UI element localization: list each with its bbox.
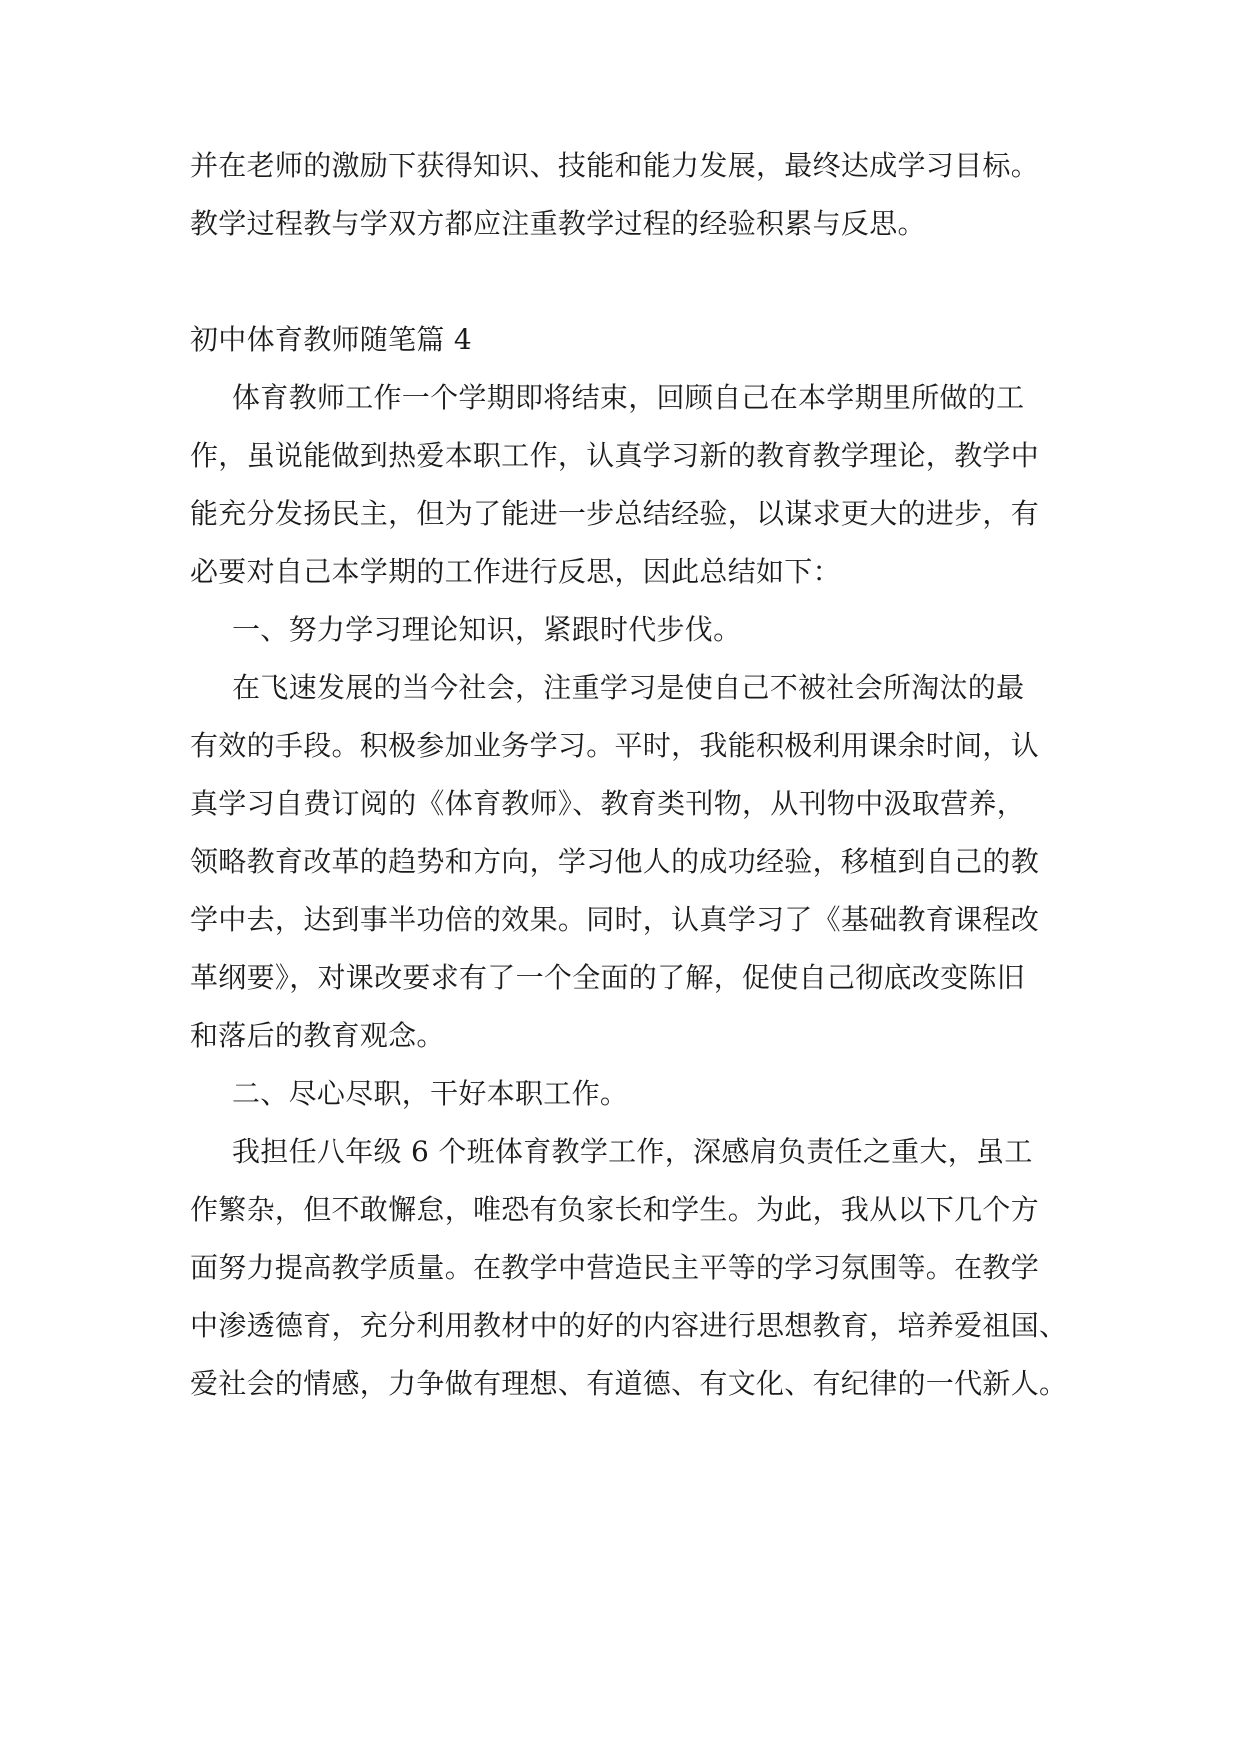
paragraph-2-line-5: 爱社会的情感，力争做有理想、有道德、有文化、有纪律的一代新人。 — [190, 1367, 1068, 1400]
paragraph-1-line-1: 在飞速发展的当今社会，注重学习是使自己不被社会所淘汰的最 — [232, 671, 1025, 704]
paragraph-2-line-3: 面努力提高教学质量。在教学中营造民主平等的学习氛围等。在教学 — [190, 1251, 1040, 1284]
section-title: 初中体育教师随笔篇 4 — [190, 323, 473, 356]
heading-1: 一、努力学习理论知识，紧跟时代步伐。 — [232, 613, 742, 646]
intro-line-1: 体育教师工作一个学期即将结束，回顾自己在本学期里所做的工 — [232, 381, 1025, 414]
paragraph-1-line-2: 有效的手段。积极参加业务学习。平时，我能积极利用课余时间，认 — [190, 729, 1040, 762]
paragraph-1-line-6: 革纲要》，对课改要求有了一个全面的了解，促使自己彻底改变陈旧 — [190, 961, 1026, 994]
paragraph-1-line-4: 领略教育改革的趋势和方向，学习他人的成功经验，移植到自己的教 — [190, 845, 1040, 878]
heading-2: 二、尽心尽职，干好本职工作。 — [232, 1077, 629, 1110]
continuation-line-1: 并在老师的激励下获得知识、技能和能力发展，最终达成学习目标。 — [190, 149, 1040, 182]
paragraph-1-line-3: 真学习自费订阅的《体育教师》、教育类刊物，从刊物中汲取营养， — [190, 787, 1026, 820]
paragraph-2-line-4: 中渗透德育，充分利用教材中的好的内容进行思想教育，培养爱祖国、 — [190, 1309, 1068, 1342]
paragraph-1-line-5: 学中去，达到事半功倍的效果。同时，认真学习了《基础教育课程改 — [190, 903, 1040, 936]
continuation-line-2: 教学过程教与学双方都应注重教学过程的经验积累与反思。 — [190, 207, 926, 240]
intro-line-2: 作，虽说能做到热爱本职工作，认真学习新的教育教学理论，教学中 — [190, 439, 1040, 472]
intro-line-4: 必要对自己本学期的工作进行反思，因此总结如下： — [190, 555, 841, 588]
intro-line-3: 能充分发扬民主，但为了能进一步总结经验，以谋求更大的进步，有 — [190, 497, 1040, 530]
paragraph-2-line-1: 我担任八年级 6 个班体育教学工作，深感肩负责任之重大，虽工 — [232, 1135, 1033, 1168]
paragraph-1-line-7: 和落后的教育观念。 — [190, 1019, 445, 1052]
paragraph-2-line-2: 作繁杂，但不敢懈怠，唯恐有负家长和学生。为此，我从以下几个方 — [190, 1193, 1040, 1226]
